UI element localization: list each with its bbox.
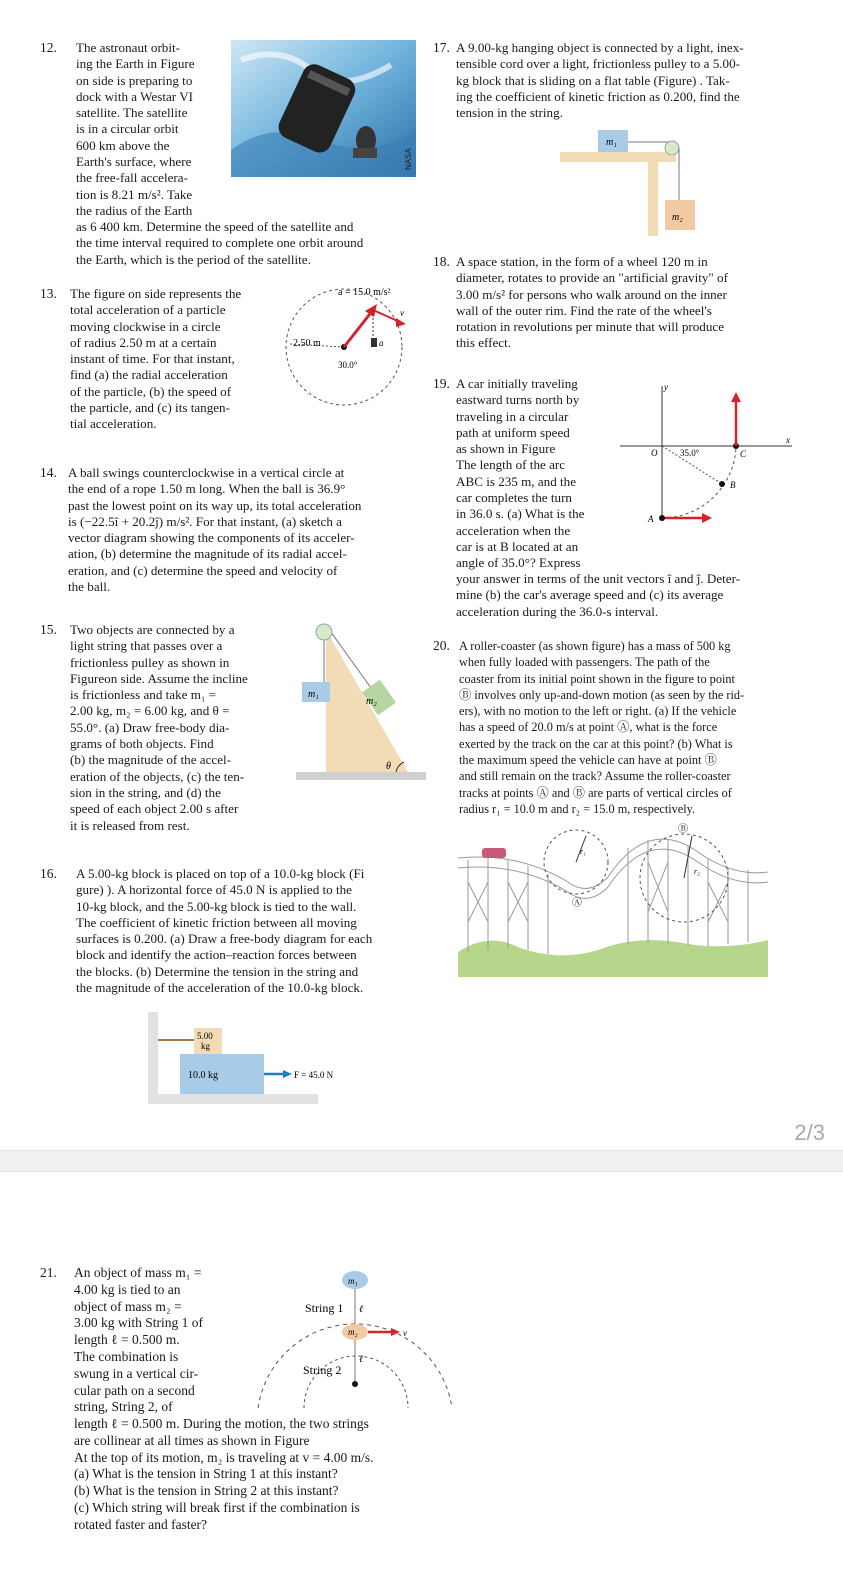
block-10kg-label: 10.0 kg xyxy=(188,1070,218,1081)
problem-21-line: (a) What is the tension in String 1 at this instant? xyxy=(74,1466,338,1482)
problem-15-number: 15. xyxy=(40,622,57,637)
problem-13-text xyxy=(70,286,268,433)
page-number: 2/3 xyxy=(794,1120,825,1145)
problem-21-line: The combination is xyxy=(74,1348,179,1364)
force-arrowhead xyxy=(283,1070,292,1078)
problem-20-line: tracks at points Ⓐ and Ⓑ are parts of vertical circles of xyxy=(459,785,732,800)
problem-12-line: ing the Earth in Figure xyxy=(76,56,195,72)
string1-label: String 1 xyxy=(305,1301,344,1315)
problem-15-line: speed of each object 2.00 s after xyxy=(70,801,239,817)
problem-15-line: light string that passes over a xyxy=(70,638,223,654)
problem-14-number: 14. xyxy=(40,465,57,480)
r1-label: r₁ xyxy=(580,847,586,856)
problem-21-line: 4.00 kg is tied to an xyxy=(74,1281,181,1297)
m1-label: m₁ xyxy=(308,689,319,700)
problem-20-line: Ⓑ involves only up-and-down motion (as seen by the rid- xyxy=(459,687,745,702)
problem-12-text-wrap xyxy=(76,40,226,219)
problem-13-number: 13. xyxy=(40,286,57,301)
satellite-photo xyxy=(231,40,416,177)
roller-coaster-figure xyxy=(458,822,768,977)
problem-17-line: tension in the string. xyxy=(456,105,563,121)
problem-18-line: 3.00 m/s² for persons who walk around on the inner xyxy=(456,286,727,302)
problem-16-line: A 5.00-kg block is placed on top of a 10.0-kg block (Fi xyxy=(76,866,365,881)
coaster-car xyxy=(482,848,506,858)
two-string-circle-figure xyxy=(248,1262,460,1412)
problem-14-line: vector diagram showing the components of its acceler- xyxy=(68,530,355,546)
problem-20-number: 20. xyxy=(433,638,450,653)
problem-14-line: eration, and (c) determine the speed and velocity of xyxy=(68,562,338,578)
problem-21-number: 21. xyxy=(40,1265,57,1280)
problem-13-line: instant of time. For that instant, xyxy=(70,351,235,367)
problem-17-line: tensible cord over a light, frictionless pulley to a 5.00- xyxy=(456,56,740,72)
m2-label: m₂ xyxy=(348,1327,358,1337)
problem-19-line: car completes the turn xyxy=(456,490,572,506)
floor xyxy=(148,1094,318,1104)
problem-17-line: kg block that is sliding on a flat table (Figure) . Tak- xyxy=(456,72,730,88)
block-5kg-label-b: kg xyxy=(201,1041,210,1051)
problem-13-line: tial acceleration. xyxy=(70,416,157,432)
problem-20-line: ers), with no motion to the left or right. (a) If the vehicle xyxy=(459,704,737,719)
problem-19-line: acceleration when the xyxy=(456,522,571,538)
problem-15-line: it is released from rest. xyxy=(70,817,190,833)
problem-21-line: swung in a vertical cir- xyxy=(74,1365,199,1381)
problem-20-line: coaster from its initial point shown in the figure to point xyxy=(459,671,735,686)
problem-14-line: ation, (b) determine the magnitude of its radial accel- xyxy=(68,546,347,562)
problem-18-line: A space station, in the form of a wheel 120 m in xyxy=(456,254,708,269)
problem-21-line: (b) What is the tension in String 2 at this instant? xyxy=(74,1483,339,1499)
problem-19-number: 19. xyxy=(433,376,450,391)
problem-15-line: 2.00 kg, m₂ = 6.00 kg, and θ = xyxy=(70,703,230,719)
problem-19-line: eastward turns north by xyxy=(456,392,580,408)
problem-20-line: has a speed of 20.0 m/s at point Ⓐ, what is the force xyxy=(459,720,718,735)
velocity-label: v⃗ xyxy=(403,1328,414,1338)
problem-19-line: your answer in terms of the unit vectors î and ĵ. Deter- xyxy=(456,571,741,586)
problem-15-line: 55.0°. (a) Draw free-body dia- xyxy=(70,719,230,735)
problem-17-line: ing the coefficient of kinetic friction as 0.200, find the xyxy=(456,88,740,104)
problem-15-line: eration of the objects, (c) the ten- xyxy=(70,768,245,784)
problem-18-number: 18. xyxy=(433,254,450,269)
problem-12-line: satellite. The satellite xyxy=(76,105,188,121)
incline-pulley-figure xyxy=(296,622,426,792)
problem-19-line: traveling in a circular xyxy=(456,408,569,424)
problem-14-line: A ball swings counterclockwise in a vertical circle at xyxy=(68,465,345,480)
problem-13-line: total acceleration of a particle xyxy=(70,302,226,318)
origin-label: O xyxy=(651,448,658,458)
problem-14-text xyxy=(68,465,416,595)
problem-19-line: acceleration during the 36.0-s interval. xyxy=(456,603,659,619)
accel-label: a = 15.0 m/s² xyxy=(338,287,391,298)
problem-21-text-narrow xyxy=(74,1265,236,1416)
problem-21-text-wide xyxy=(74,1416,458,1534)
circle-acceleration-figure xyxy=(282,282,422,412)
problem-15-line: sion in the string, and (d) the xyxy=(70,784,221,800)
velocity-label: v⃗ xyxy=(400,308,411,318)
a-vector-label: a⃗ xyxy=(379,338,391,348)
force-label: F = 45.0 N xyxy=(294,1070,334,1080)
problem-16-line: The coefficient of kinetic friction between all moving xyxy=(76,914,357,930)
problem-13-line: The figure on side represents the xyxy=(70,286,242,301)
y-label: y xyxy=(664,382,668,392)
problem-20-line: the maximum speed the vehicle can have at point Ⓑ xyxy=(459,753,717,768)
north-arrowhead xyxy=(731,392,741,402)
vertical-guide-head xyxy=(371,338,377,347)
problem-12-line: dock with a Westar VI xyxy=(76,88,194,104)
table-pulley-figure xyxy=(560,124,710,236)
problem-14-line: past the lowest point on its way up, its total acceleration xyxy=(68,497,362,513)
length1-label: ℓ xyxy=(359,1304,364,1315)
problem-21-line: string, String 2, of xyxy=(74,1399,173,1415)
problem-12-line: the free-fall accelera- xyxy=(76,170,188,186)
b-label: B xyxy=(730,480,736,490)
wall xyxy=(148,1012,158,1104)
problem-12-line: 600 km above the xyxy=(76,137,170,153)
problem-20-text xyxy=(459,638,785,817)
problem-18-line: this effect. xyxy=(456,335,512,351)
problem-14-line: the end of a rope 1.50 m long. When the ball is 36.9° xyxy=(68,481,346,497)
problem-12-line: tion is 8.21 m/s². Take xyxy=(76,186,193,202)
problem-14-line: is (−22.5î + 20.2ĵ) m/s². For that instant, (a) sketch a xyxy=(68,513,342,529)
problem-15-line: Two objects are connected by a xyxy=(70,622,235,637)
problem-21-line: length ℓ = 0.500 m. During the motion, the two strings xyxy=(74,1416,369,1431)
problem-13-line: of the particle, (b) the speed of xyxy=(70,383,232,399)
table-top xyxy=(560,152,676,162)
pulley-icon xyxy=(316,624,332,640)
floor xyxy=(296,772,426,780)
problem-13-line: of radius 2.50 m at a certain xyxy=(70,334,217,350)
problem-12-text-wide xyxy=(76,219,416,268)
problem-14-line: the ball. xyxy=(68,579,111,595)
problem-19-line: A car initially traveling xyxy=(456,376,578,391)
problem-16-number: 16. xyxy=(40,866,57,881)
stacked-blocks-figure xyxy=(148,1012,334,1108)
problem-18-text xyxy=(456,254,792,352)
problem-13-line: moving clockwise in a circle xyxy=(70,318,221,334)
problem-12-line: The astronaut orbit- xyxy=(76,40,180,55)
problem-15-line: Figureon side. Assume the incline xyxy=(70,670,248,686)
problem-13-line: the particle, and (c) its tangen- xyxy=(70,400,230,416)
point-b xyxy=(719,481,725,487)
angle-label: 35.0° xyxy=(680,448,700,458)
problem-12-line: the time interval required to complete one orbit around xyxy=(76,235,364,251)
problem-17-text xyxy=(456,40,788,121)
problem-20-line: A roller-coaster (as shown figure) has a mass of 500 kg xyxy=(459,639,731,653)
point-a xyxy=(659,515,665,521)
m2-label: m₂ xyxy=(366,696,377,707)
length2-label: ℓ xyxy=(359,1354,364,1365)
problem-16-line: block and identify the action–reaction forces between xyxy=(76,947,357,963)
string2-label: String 2 xyxy=(303,1363,342,1377)
problem-15-line: frictionless pulley as shown in xyxy=(70,654,230,670)
problem-15-line: grams of both objects. Find xyxy=(70,736,214,752)
problem-16-text xyxy=(76,866,414,996)
problem-21-line: At the top of its motion, m₂ is traveling at v = 4.00 m/s. xyxy=(74,1449,374,1465)
m1-label: m₁ xyxy=(348,1276,358,1286)
x-label: x xyxy=(786,435,790,445)
problem-12-line: Earth's surface, where xyxy=(76,154,192,170)
problem-21-line: are collinear at all times as shown in Figure xyxy=(74,1432,310,1448)
problem-12-line: on side is preparing to xyxy=(76,72,193,88)
velocity-arrowhead xyxy=(396,318,406,327)
problem-16-line: the blocks. (b) Determine the tension in the string and xyxy=(76,963,359,979)
m1-label: m₁ xyxy=(606,137,617,148)
problem-18-line: diameter, rotates to provide an "artificial gravity" of xyxy=(456,270,728,286)
problem-19-line: path at uniform speed xyxy=(456,424,570,440)
problem-19-line: The length of the arc xyxy=(456,457,566,473)
problem-15-line: is frictionless and take m₁ = xyxy=(70,687,217,703)
problem-20-line: and still remain on the track? Assume the roller-coaster xyxy=(459,769,731,784)
problem-21-line: object of mass m₂ = xyxy=(74,1298,182,1314)
problem-16-line: 10-kg block, and the 5.00-kg block is tied to the wall. xyxy=(76,898,357,914)
problem-12-line: the Earth, which is the period of the satellite. xyxy=(76,251,311,267)
problem-19-text-wide xyxy=(456,571,794,620)
table-leg xyxy=(648,162,658,236)
angle-label: 30.0° xyxy=(338,360,358,370)
point-a-label: Ⓐ xyxy=(572,898,582,909)
problem-20-line: radius r₁ = 10.0 m and r₂ = 15.0 m, respectively. xyxy=(459,801,696,816)
problem-16-line: surfaces is 0.200. (a) Draw a free-body diagram for each xyxy=(76,931,373,947)
center-pivot xyxy=(352,1381,358,1387)
problem-19-line: ABC is 235 m, and the xyxy=(456,473,577,489)
problem-12-number: 12. xyxy=(40,40,57,55)
velocity-arrowhead xyxy=(391,1328,400,1336)
c-label: C xyxy=(740,449,747,459)
page-separator xyxy=(0,1150,843,1172)
r2-label: r₂ xyxy=(694,867,700,876)
problem-13-line: find (a) the radial acceleration xyxy=(70,367,228,383)
theta-label: θ xyxy=(386,761,391,772)
problem-12-line: as 6 400 km. Determine the speed of the satellite and xyxy=(76,219,354,234)
problem-20-line: exerted by the track on the car at this point? (b) What is xyxy=(459,736,733,751)
problem-12-line: the radius of the Earth xyxy=(76,202,193,218)
acceleration-arrow xyxy=(344,310,373,347)
problem-17-number: 17. xyxy=(433,40,450,55)
radius-label: 2.50 m xyxy=(293,338,321,349)
point-b-label: Ⓑ xyxy=(678,824,688,835)
problem-21-line: length ℓ = 0.500 m. xyxy=(74,1332,180,1348)
problem-16-line: gure) ). A horizontal force of 45.0 N is applied to the xyxy=(76,882,352,898)
problem-15-text xyxy=(70,622,278,834)
a-label: A xyxy=(648,514,654,524)
car-turn-figure xyxy=(620,376,800,526)
nasa-credit: NASA xyxy=(404,148,413,170)
problem-15-line: (b) the magnitude of the accel- xyxy=(70,752,232,768)
block-5kg-label-a: 5.00 xyxy=(197,1031,213,1041)
m2-label: m₂ xyxy=(672,212,683,223)
problem-18-line: rotation in revolutions per minute that will produce xyxy=(456,319,724,335)
problem-12-line: is in a circular orbit xyxy=(76,121,179,137)
problem-20-line: when fully loaded with passengers. The path of the xyxy=(459,655,710,670)
problem-21-line: cular path on a second xyxy=(74,1382,195,1398)
problem-19-line: car is at B located at an xyxy=(456,538,579,554)
problem-21-line: rotated faster and faster? xyxy=(74,1516,208,1532)
problem-21-line: An object of mass m₁ = xyxy=(74,1265,202,1280)
problem-19-line: mine (b) the car's average speed and (c) its average xyxy=(456,587,724,603)
problem-19-line: as shown in Figure xyxy=(456,441,556,457)
problem-19-line: in 36.0 s. (a) What is the xyxy=(456,506,585,522)
problem-19-line: angle of 35.0°? Express xyxy=(456,555,581,571)
east-arrowhead xyxy=(702,513,712,523)
problem-18-line: wall of the outer rim. Find the rate of the wheel's xyxy=(456,302,712,318)
problem-16-line: the magnitude of the acceleration of the 10.0-kg block. xyxy=(76,980,364,996)
problem-21-line: 3.00 kg with String 1 of xyxy=(74,1315,204,1331)
velocity-arrow xyxy=(373,310,400,322)
problem-21-line: (c) Which string will break first if the combination is xyxy=(74,1499,360,1515)
problem-19-text-narrow xyxy=(456,376,606,572)
pulley-icon xyxy=(665,141,679,155)
problem-17-line: A 9.00-kg hanging object is connected by a light, inex- xyxy=(456,40,744,55)
